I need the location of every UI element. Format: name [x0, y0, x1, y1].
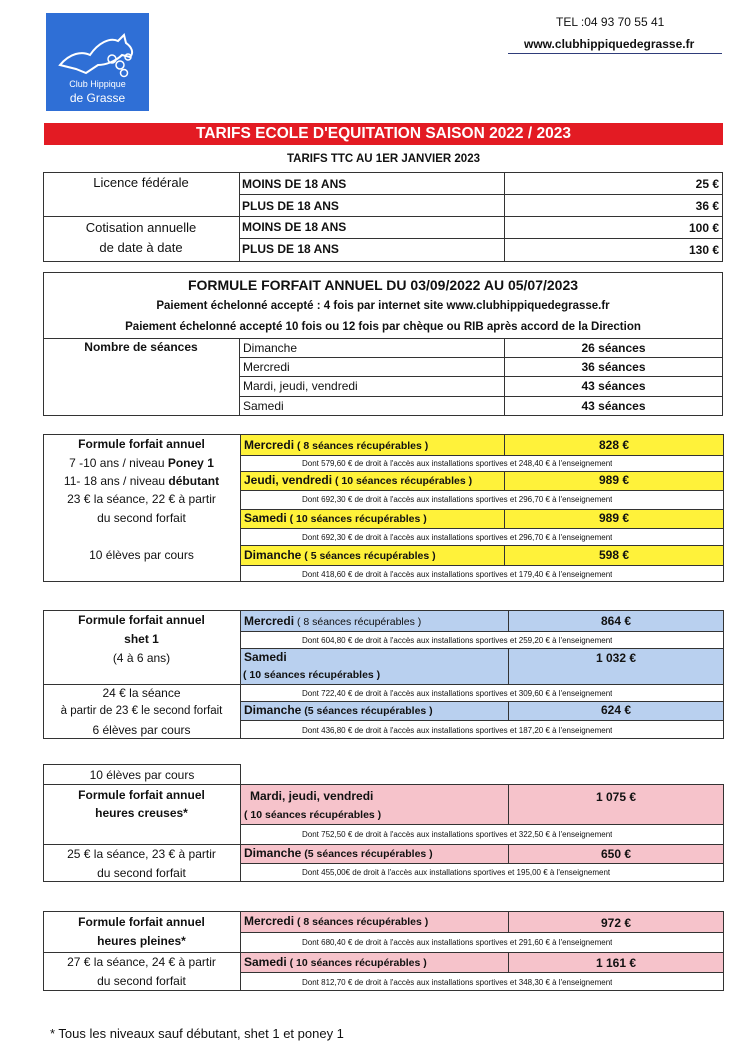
seance-count: 26 séances [581, 341, 646, 355]
licence-price: 25 € [695, 177, 719, 191]
poney-detail: Dont 418,60 € de droit à l'accès aux installations sportives et 179,40 € à l'enseignement [302, 570, 613, 579]
shet-note: ( 10 séances récupérables ) [243, 669, 381, 681]
shet-title: Formule forfait annuel [78, 613, 205, 627]
poney-second-forfait: du second forfait [97, 511, 186, 525]
logo-line1: Club Hippique [69, 79, 126, 89]
poney-detail: Dont 579,60 € de droit à l'accès aux installations sportives et 248,40 € à l'enseignement [302, 459, 613, 468]
seance-day: Samedi [243, 399, 284, 413]
shet-detail: Dont 436,80 € de droit à l'accès aux installations sportives et 187,20 € à l'enseignement [302, 726, 613, 735]
pleines-day: Mercredi ( 8 séances récupérables ) [244, 914, 429, 928]
creuses-detail: Dont 752,50 € de droit à l'accès aux installations sportives et 322,50 € à l'enseignement [302, 830, 613, 839]
payment-info-cheque: Paiement échelonné accepté 10 fois ou 12 fois par chèque ou RIB après accord de la Direction [125, 321, 641, 333]
seance-count: 43 séances [581, 379, 646, 393]
shet-price: 1 032 € [595, 651, 637, 665]
shet-day: Samedi [244, 650, 287, 664]
pleines-subtitle: heures pleines* [97, 934, 186, 948]
debutant-age-range: 11- 18 ans / niveau débutant [63, 474, 220, 488]
cotisation-age: PLUS DE 18 ANS [242, 242, 339, 256]
creuses-price: 650 € [600, 847, 632, 861]
creuses-subtitle: heures creuses* [95, 806, 188, 820]
poney-age-range: 7 -10 ans / niveau Poney 1 [69, 456, 214, 470]
subtitle: TARIFS TTC AU 1ER JANVIER 2023 [287, 153, 480, 165]
licence-age: PLUS DE 18 ANS [242, 199, 339, 213]
poney-price: 989 € [598, 511, 630, 525]
page-title: TARIFS ECOLE D'EQUITATION SAISON 2022 / 2023 [44, 123, 723, 145]
pleines-seance-price: 27 € la séance, 24 € à partir [67, 955, 216, 969]
shet-second-forfait: à partir de 23 € le second forfait [60, 705, 223, 717]
creuses-seance-price: 25 € la séance, 23 € à partir [67, 847, 216, 861]
poney-day: Mercredi ( 8 séances récupérables ) [244, 438, 429, 452]
seance-day: Dimanche [243, 341, 298, 355]
creuses-day: Dimanche (5 séances récupérables ) [244, 846, 433, 860]
licence-label: Licence fédérale [93, 175, 189, 190]
club-logo [46, 13, 149, 111]
shet-detail: Dont 722,40 € de droit à l'accès aux installations sportives et 309,60 € à l'enseignement [302, 689, 613, 698]
pleines-price: 972 € [600, 916, 632, 930]
poney-detail: Dont 692,30 € de droit à l'accès aux installations sportives et 296,70 € à l'enseignement [302, 495, 613, 504]
poney-class-size: 10 élèves par cours [89, 548, 194, 562]
poney-detail: Dont 692,30 € de droit à l'accès aux installations sportives et 296,70 € à l'enseignement [302, 533, 613, 542]
creuses-class-size: 10 élèves par cours [89, 768, 195, 782]
pleines-second-forfait: du second forfait [97, 974, 186, 988]
seances-label: Nombre de séances [84, 340, 198, 354]
poney-seance-price: 23 € la séance, 22 € à partir [67, 492, 216, 506]
seance-count: 36 séances [581, 360, 646, 374]
seance-day: Mercredi [243, 360, 290, 374]
pleines-title: Formule forfait annuel [78, 915, 205, 929]
creuses-title: Formule forfait annuel [78, 788, 205, 802]
poney-title: Formule forfait annuel [78, 437, 205, 451]
poney-day: Samedi ( 10 séances récupérables ) [244, 511, 427, 525]
cotisation-price: 130 € [688, 243, 719, 257]
poney-price: 598 € [598, 548, 630, 562]
creuses-second-forfait: du second forfait [97, 866, 186, 880]
header-rule [508, 53, 722, 54]
phone-number: TEL :04 93 70 55 41 [556, 15, 665, 29]
poney-price: 989 € [598, 473, 630, 487]
logo-line2: de Grasse [69, 91, 126, 105]
formule-title: FORMULE FORFAIT ANNUEL DU 03/09/2022 AU 05/07/2023 [187, 277, 579, 293]
creuses-note: ( 10 séances récupérables ) [244, 809, 382, 821]
cotisation-price: 100 € [688, 221, 719, 235]
licence-age: MOINS DE 18 ANS [242, 177, 347, 191]
pleines-detail: Dont 812,70 € de droit à l'accès aux installations sportives et 348,30 € à l'enseignement [302, 978, 613, 987]
pleines-day: Samedi ( 10 séances récupérables ) [244, 955, 427, 969]
shet-detail: Dont 604,80 € de droit à l'accès aux installations sportives et 259,20 € à l'enseignement [302, 636, 613, 645]
creuses-price: 1 075 € [595, 790, 637, 804]
shet-day: Dimanche (5 séances récupérables ) [244, 703, 433, 717]
shet-age-range: (4 à 6 ans) [112, 651, 171, 665]
shet-seance-price: 24 € la séance [102, 686, 181, 700]
creuses-day: Mardi, jeudi, vendredi [250, 789, 374, 803]
creuses-detail: Dont 455,00€ de droit à l'accès aux installations sportives et 195,00 € à l'enseignement [302, 868, 611, 877]
shet-level: shet 1 [124, 632, 159, 646]
seance-day: Mardi, jeudi, vendredi [243, 379, 358, 393]
shet-price: 624 € [600, 703, 632, 717]
website-link[interactable]: www.clubhippiquedegrasse.fr [524, 37, 695, 51]
cotisation-label: de date à date [99, 240, 183, 255]
poney-price: 828 € [598, 438, 630, 452]
cotisation-label: Cotisation annuelle [85, 220, 197, 235]
pleines-price: 1 161 € [595, 956, 637, 970]
footnote: * Tous les niveaux sauf débutant, shet 1 et poney 1 [50, 1026, 344, 1041]
poney-day: Dimanche ( 5 séances récupérables ) [244, 548, 436, 562]
poney-day: Jeudi, vendredi ( 10 séances récupérables ) [244, 473, 473, 487]
cotisation-age: MOINS DE 18 ANS [242, 220, 347, 234]
shet-day: Mercredi ( 8 séances récupérables ) [244, 614, 422, 628]
pleines-detail: Dont 680,40 € de droit à l'accès aux installations sportives et 291,60 € à l'enseignement [302, 938, 613, 947]
seance-count: 43 séances [581, 399, 646, 413]
shet-price: 864 € [600, 614, 632, 628]
shet-class-size: 6 élèves par cours [92, 723, 191, 737]
licence-price: 36 € [695, 199, 719, 213]
payment-info-internet: Paiement échelonné accepté : 4 fois par internet site www.clubhippiquedegrasse.fr [156, 300, 610, 312]
